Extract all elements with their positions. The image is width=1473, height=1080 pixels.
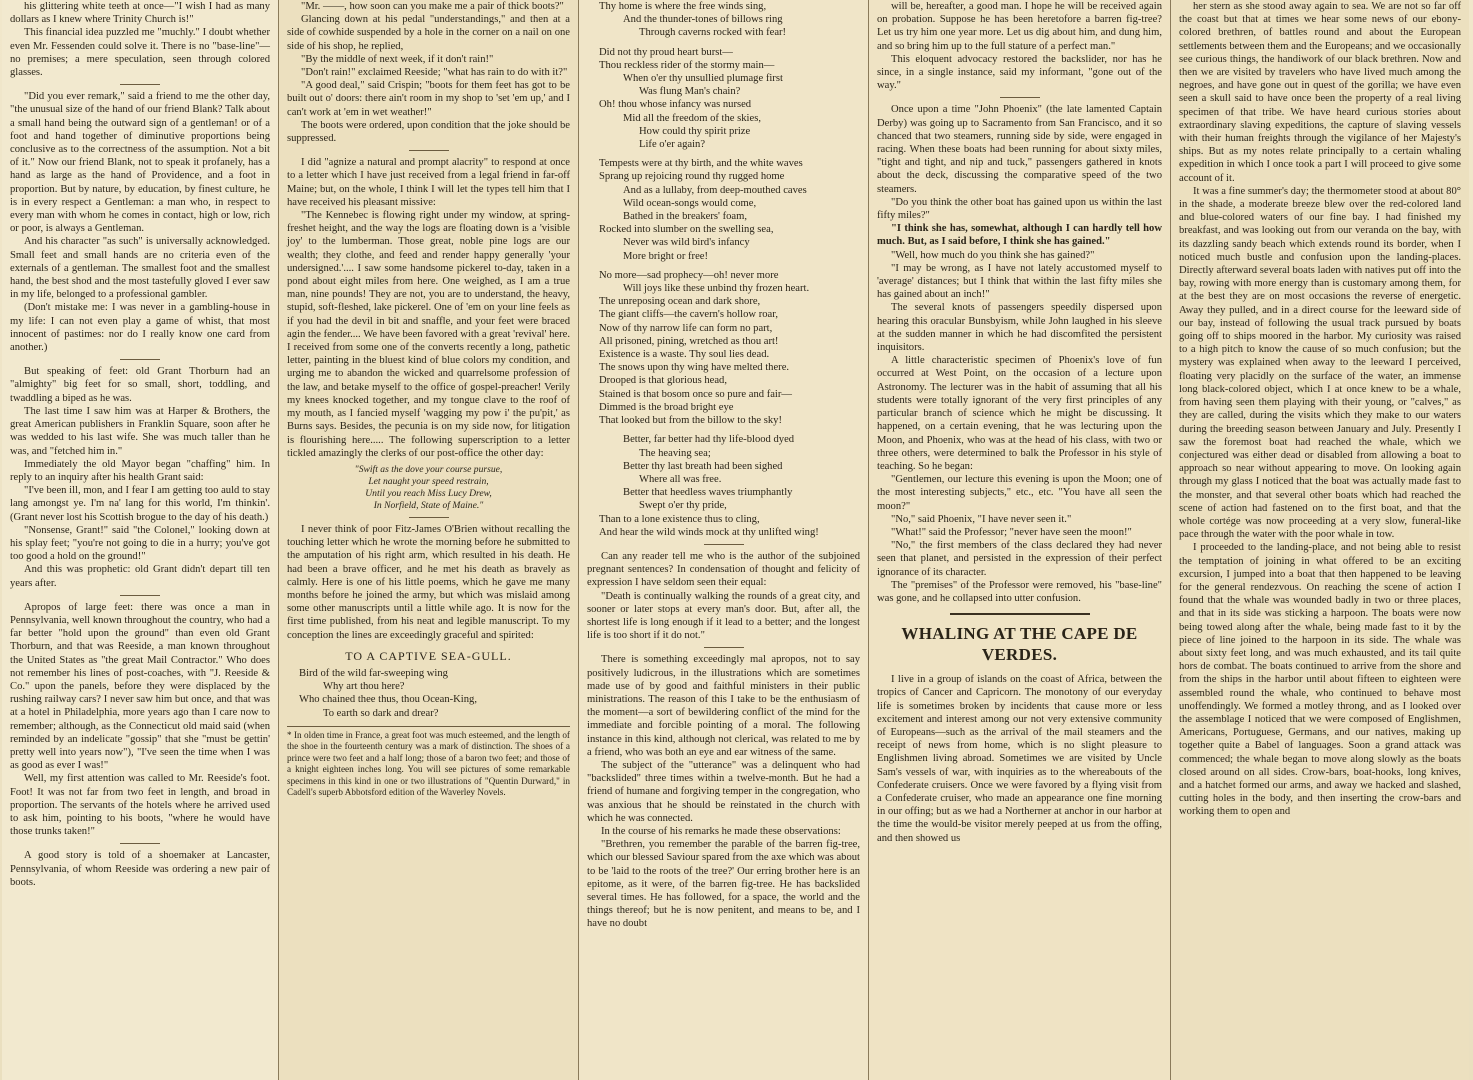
paragraph: Well, my first attention was called to Mr. Reeside's foot. Foot! It was not far from two feet in length, and broad in proportion. The servants of the hotels where he arrived used to ask him, pointing to his boots, "where he would have those trunks taken!" (10, 773, 270, 838)
poem-continued (587, 0, 860, 539)
poem-line: Dimmed is the broad bright eye (599, 401, 734, 413)
paragraph: "No," the first members of the class declared they had never seen that planet, and persisted in the expression of their perfect ignorance of its character. (877, 540, 1162, 578)
poem-line: Wild ocean-songs would come, (623, 197, 757, 209)
paragraph: The "premises" of the Professor were removed, his "base-line" was gone, and he collapsed into utter confusion. (877, 579, 1162, 604)
paragraph: There is something exceedingly mal apropos, not to say positively ludicrous, in the illustrations which are sometimes made use of by good and faithful ministers in their public ministrations. The reason of this I take to be the enthusiasm of the moment—a sort of bewildering conflict of the mind for the immediate and forcible pointing of a moral. The following instance in this kind, although not clerical, was related to me by a friend, who was both an eye and ear witness of the same. (587, 654, 860, 758)
poem-line: Better that heedless waves triumphantly (623, 487, 793, 499)
paragraph: "Do you think the other boat has gained upon us within the last fifty miles?" (877, 196, 1162, 222)
column-4 (868, 0, 1170, 1080)
section-divider (1000, 97, 1040, 98)
paragraph: In the course of his remarks he made these observations: (601, 825, 841, 837)
section-divider (120, 595, 160, 596)
poem-line: No more—sad prophecy—oh! never more (599, 269, 779, 281)
poem-line: The giant cliffs—the cavern's hollow roar, (599, 309, 778, 321)
paragraph: "By the middle of next week, if it don't rain!" (301, 53, 494, 65)
section-divider (120, 359, 160, 360)
paragraph: "Gentlemen, our lecture this evening is upon the Moon; one of the most interesting subjects," etc., etc. "You have all seen the moon?" (877, 474, 1162, 512)
poem-line: And as a lullaby, from deep-mouthed caves (623, 184, 807, 196)
paragraph: Can any reader tell me who is the author of the subjoined pregnant sentences? In condensation of thought and felicity of expression I have seldom seen their equal: (587, 550, 860, 589)
poem-line: Better thy last breath had been sighed (623, 460, 783, 472)
paragraph: "I may be wrong, as I have not lately accustomed myself to 'average' distances; but I think that within the last fifty miles she has gained about an inch!" (877, 262, 1162, 301)
poem-line: When o'er thy unsullied plumage first (623, 73, 783, 85)
paragraph: "Don't rain!" exclaimed Reeside; "what has rain to do with it?" (301, 67, 568, 79)
poem-line: Stained is that bosom once so pure and fair— (599, 388, 792, 400)
column-2 (278, 0, 578, 1080)
poem-line: Thou reckless rider of the stormy main— (599, 59, 775, 71)
paragraph: And this was prophetic: old Grant didn't depart till ten years after. (10, 564, 270, 589)
poem-line: Through caverns rocked with fear! (639, 27, 787, 39)
paragraph: Immediately the old Mayor began "chaffing" him. In reply to an inquiry after his health Grant said: (10, 458, 270, 483)
paragraph: This eloquent advocacy restored the backslider, nor has he since, in a single instance, said my informant, "gone out of the way." (877, 53, 1162, 92)
paragraph: A good story is told of a shoemaker at Lancaster, Pennsylvania, of whom Reeside was ordering a new pair of boots. (10, 850, 270, 888)
poem-line: Bird of the wild far-sweeping wing (299, 667, 448, 679)
poem-title: TO A CAPTIVE SEA-GULL. (345, 648, 512, 663)
section-divider (120, 843, 160, 844)
poem-line: Existence is a waste. Thy soul lies dead. (599, 349, 770, 361)
poem-line: The heaving sea; (639, 447, 711, 459)
verse-line: In Norfield, State of Maine." (373, 499, 484, 511)
paragraph: But speaking of feet: old Grant Thorburn had an "almighty" big feet for so small, short, toddling, and twaddling a biped as he was. (10, 366, 270, 404)
paragraph: The several knots of passengers speedily dispersed upon hearing this oracular Bunsbyism, while John laughed in his sleeve at the sudden manner in which he had discomfited the persistent inquisitors. (877, 302, 1162, 354)
article-headline: WHALING AT THE CAPE DE VERDES. (901, 624, 1138, 665)
article-divider (950, 613, 1090, 615)
paragraph: "What!" said the Professor; "never have seen the moon!" (891, 526, 1132, 538)
column-5 (1170, 0, 1469, 1080)
section-divider (120, 84, 160, 85)
verse-line: Let naught your speed restrain, (368, 475, 489, 487)
paragraph: Apropos of large feet: there was once a man in Pennsylvania, well known throughout the country, who had a far better "hold upon the ground" than even old Grant Thorburn, and that was Reeside, a man known throughout the United States as "the great Mail Contractor." Who does not remember his lines of post-coaches, with "J. Reeside & Co." upon the panels, before they were displaced by the rushing railway cars? I never saw him but once, and that was at a hotel in Philadelphia, more years ago than I care now to remember; although, as the Connecticut old maid said (when reminded by an indelicate "gossip" that she "must be gettin' pretty well into years now"), "I've seen the time when I was as good as ever I was!" (10, 601, 270, 772)
verse-line: Until you reach Miss Lucy Drew, (365, 487, 492, 499)
poem-line: Why art thou here? (323, 681, 405, 693)
column-3 (578, 0, 868, 1080)
poem-line: Life o'er again? (639, 139, 706, 151)
poem-line: And the thunder-tones of billows ring (623, 14, 783, 26)
column-1 (2, 0, 278, 1080)
section-divider (409, 150, 449, 151)
paragraph: "Nonsense, Grant!" said "the Colonel," looking down at his splay feet; "you're not going to die in a hurry; you've got too good a hold on the ground!" (10, 524, 270, 563)
poem-line: Rocked into slumber on the swelling sea, (599, 224, 774, 236)
poem-line: Where all was free. (639, 473, 722, 485)
paragraph: I proceeded to the landing-place, and not being able to resist the temptation of joining in what offered to be an exciting excursion, I jumped into a boat that then happened to be leaving for the general rendezvous. On reaching the scene of action I found that the whale was wounded badly in two or three places, and that in its side was sticking a harpoon. The boats were now being towed along after the whale, being made fast to it by the piece of line joined to the harpoon in its side. The whale was about sixty feet long, and was much exhausted, and its tail quite hors de combat. The boats continued to arrive from the shore and from the ships in the harbor until about fifteen to eighteen were assembled round the whale, who continued to behave most unoffendingly. We formed a motley throng, and as I looked over the assemblage I noticed that we were composed of Englishmen, Americans, Portuguese, Germans, and our natives, making up together quite a Babel of languages. Soon a grand attack was commenced; the whale began to move along slowly as the boats closed around on all sides. Crow-bars, boat-hooks, long knives, and a hatchet formed our arms, and away we hacked and slashed, cutting holes in the body, and then inserting the crow-bars and working them to open and (1179, 542, 1461, 818)
paragraph: (Don't mistake me: I was never in a gambling-house in my life: I can not even play a game of whist, that most innocent of pastimes: nor do I really know one card from another.) (10, 302, 270, 354)
paragraph: And his character "as such" is universally acknowledged. Small feet and small hands are no criteria even of the externals of a gentleman. The smallest foot and the smallest hand, the best shod and the most tastefully gloved I ever saw in my life, belonged to a professional gambler. (10, 236, 270, 301)
paragraph: The subject of the "utterance" was a delinquent who had "backslided" three times within a twelve-month. But he had a friend of humane and forgiving temper in the congregation, who was anxious that he should be reinstated in the church with which he was connected. (587, 759, 860, 824)
paragraph: Once upon a time "John Phoenix" (the late lamented Captain Derby) was going up to Sacramento from San Francisco, and it so chanced that two steamers, running side by side, were engaged in racing. When these boats had been running for about sixty miles, "tight and tight, and nip and tuck," passengers gathered in knots about the deck, discussing the comparative speed of the two steamers. (877, 104, 1162, 195)
verse-line: "Swift as the dove your course pursue, (354, 463, 503, 475)
poem-line: Tempests were at thy birth, and the white waves (599, 158, 803, 170)
poem-line: Swept o'er thy pride, (639, 500, 727, 512)
poem-line: Oh! thou whose infancy was nursed (599, 99, 752, 111)
poem-line: To earth so dark and drear? (323, 707, 439, 719)
poem-line: Than to a lone existence thus to cling, (599, 513, 760, 525)
paragraph: will be, hereafter, a good man. I hope he will be received again on probation. Suppose he has been heretofore a barren fig-tree? Let us try him one year more. Let us dig about him, and dung him, and so bring him up to the full stature of a perfect man." (877, 1, 1162, 52)
paragraph: "Mr. ——, how soon can you make me a pair of thick boots?" (301, 1, 564, 12)
paragraph: It was a fine summer's day; the thermometer stood at about 80° in the shade, a moderate breeze blew over the red-colored land and blue-colored waters of our fine bay. I had finished my breakfast, and was looking out from our veranda on the bay, with its dazzling sandy beach which extends round its border, when I noticed much bustle and confusion upon the landing-places. Directly afterward several boats laden with natives put off into the bay, rowing with more energy than is customary among them, for at the best they are on most occasions the reverse of energetic. Away they pulled, and in a direct course for the leeward side of our bay, instead of following the usual track pursued by boats going off to ships moored in the harbor. My curiosity was raised to a high pitch to know the cause of so much confusion; but the mystery was explained when away to the leeward I perceived, floating very placidly on the surface of the water, an immense long black-colored object, which I at once knew to be a whale, from having seen them playing with their young, or "calves," as they are called, during the visits which they make to our waters during the breeding season between January and July. Presently I saw the foremost boat had reached the whale, which we conjectured was either dead or disabled from allowing a boat to approach so near without appearing to move. On looking again through my glass I noticed that the boat was actually made fast to the monster, and that several other boats which had reached the scene of action had fastened on to the first boat, and that the whole cortége was now proceeding at a very slow, funeral-like pace through the water with the poor whale in tow. (1179, 185, 1461, 541)
paragraph: I live in a group of islands on the coast of Africa, between the tropics of Cancer and Capricorn. The monotony of our everyday life is sometimes broken by incidents that cause more or less excitement and interest among our not very extensive community of Europeans—such as the arrival of the mail steamers and the receipt of news from home, which is no slight pleasure to Englishmen living abroad. Sometimes we are visited by Uncle Sam's vessels of war, with inquiries as to the whereabouts of the Confederate cruisers. Once we were favored by a flying visit from a Confederate cruiser, who made an appearance one fine morning in our offing; but as we had a Northerner at anchor in our harbor at the time the would-be visitor merely peeped at us from the offing, and then showed us (877, 674, 1162, 844)
paragraph: "Death is continually walking the rounds of a great city, and sooner or later stops at every man's door. But, after all, the shortest life is long enough if it lead to a better; and the longest life is too short if it do not." (587, 590, 860, 642)
bold-quote: "I think she has, somewhat, although I can hardly tell how much. But, as I said before, I think she has gained." (877, 223, 1162, 248)
paragraph: her stern as she stood away again to sea. We are not so far off the coast but that at times we hear some news of our ebony-colored brethren, of battles round and about the European settlements between them and the Europeans; and we occasionally see curious things, the handiwork of our black brethren. Now and then we are visited by travelers who have lived much among the negroes, and have gone out in quest of the gorilla; we have even seen a skull said to have once been the property of a real living specimen of that tribe. We have heard curious stories about extraordinary slaving expeditions, the capture of slaving vessels with their human freights through the vigilance of her Majesty's ships. But as my notes relate principally to a certain whaling expedition in which I once took a part I will proceed to give some account of it. (1179, 1, 1461, 184)
paragraph: The last time I saw him was at Harper & Brothers, the great American publishers in Franklin Square, soon after he was wedded to his last wife. She was much taller than he was, and "fetched him in." (10, 405, 270, 457)
poem-line: The snows upon thy wing have melted there. (599, 362, 790, 374)
poem-line: Thy home is where the free winds sing, (599, 1, 767, 12)
poem-line: How could thy spirit prize (639, 125, 751, 137)
poem-line: Will joys like these unbind thy frozen heart. (623, 283, 810, 295)
poem-line: Drooped is that glorious head, (599, 375, 727, 387)
poem-line: That looked but from the billow to the sky! (599, 415, 783, 427)
poem-line: The unreposing ocean and dark shore, (599, 296, 761, 308)
poem-line: Now of thy narrow life can form no part, (599, 322, 773, 334)
paragraph: A little characteristic specimen of Phoenix's love of fun occurred at West Point, on the occasion of a lecture upon Astronomy. The lecturer was in the habit of assuming that all his students were totally ignorant of the very first principles of any particular branch of science which he might be discussing. It happened, on a certain evening, that he was lecturing upon the Moon, and Phoenix, who was at the head of his class, with two or three others, were determined to balk the Professor in his style of teaching. So he began: (877, 355, 1162, 472)
poem-line: And hear the wild winds mock at thy unlifted wing! (599, 526, 819, 538)
poem-line: Did not thy proud heart burst— (599, 46, 733, 58)
paragraph: his glittering white teeth at once—"I wish I had as many dollars as I knew where Trinity Church is!" (10, 1, 270, 26)
poem (287, 667, 570, 720)
poem-line: Never was wild bird's infancy (623, 237, 750, 249)
poem-line: More bright or free! (623, 250, 709, 262)
paragraph: Glancing down at his pedal "understandings," and then at a side of cowhide suspended by a hole in the corner on a nail on one side of his shop, he replied, (287, 14, 570, 52)
poem-line: All prisoned, pining, wretched as thou art! (599, 335, 779, 347)
paragraph: I did "agnize a natural and prompt alacrity" to respond at once to a letter which I have just received from a legal friend in far-off Maine; but, on the whole, I think I will let the types tell him that I have received his pleasant missive: (287, 157, 570, 208)
paragraph: "The Kennebec is flowing right under my window, at spring-freshet height, and the way the logs are floating down is a 'visible joy' to the lumberman. Those great, noble pine logs are our wealth; they clothe, and feed and render happy generally 'your undersigned.'.... I saw some handsome pickerel to-day, taken in a pond about eight miles from here. One weighed, as I am a true man, nine pounds! They are not, you are to understand, the heavy, stupid, soft-fleshed, lake pickerel. One of 'em on your line feels as if you had the devil in bit and snaffle, and your feet were braced agin the fender.... We have been favored with a great 'revival' here. I received from some one of the converts recently a long, pathetic letter, painting in the bluest kind of blue colors my condition, and urging me to abandon the wicked and quarrelsome profession of the law, and betake myself to the office of gospel-preacher! Verily my knees knocked together, and my tongue clave to the roof of my mouth, as I fancied myself 'wagging my pow i' the pu'pit,' as Burns says. Besides, the pecunia is on my side now, for litigation is flourishing here..... The following superscription to a letter tickled amazingly the clerks of our post-office the other day: (287, 210, 570, 459)
verse (287, 464, 570, 512)
poem-line: Was flung Man's chain? (639, 86, 741, 98)
poem-line: Better, far better had thy life-blood dyed (623, 434, 795, 446)
paragraph: "Brethren, you remember the parable of the barren fig-tree, which our blessed Saviour spared from the axe which was about to be 'laid to the roots of the tree?' Our erring brother here is an epitome, as it were, of the barren fig-tree. He has backslided several times. He has followed, for a space, the world and the things thereof; but he is now penitent, and means to be, and I have no doubt (587, 839, 860, 930)
section-divider (704, 544, 744, 545)
paragraph: "A good deal," said Crispin; "boots for them feet has got to be built out o' doors: there ain't room in my shop to 'set 'em up,' and I can't work at 'em in wet weather!" (287, 80, 570, 118)
poem-line: Mid all the freedom of the skies, (623, 112, 761, 124)
paragraph: "Did you ever remark," said a friend to me the other day, "the unusual size of the hand of our friend Blank? Talk about a small hand being the outward sign of a gentleman! or of a foot and hand together of diminutive proportions being conclusive as to the correctness of the assumption. Not a bit of it." Now our friend Blank, not to speak it profanely, has a hand as large as the hand of Providence, and a foot in proportion. But by nature, by education, by finest culture, he is in every respect a Gentleman: a man who, in respect to every man with whom he comes in contact, high or low, rich or poor, is always a Gentleman. (10, 91, 270, 235)
section-divider (409, 517, 449, 518)
paragraph: "No," said Phoenix, "I have never seen it." (891, 513, 1072, 525)
footnote: * In olden time in France, a great foot was much esteemed, and the length of the shoe in the fourteenth century was a mark of distinction. The shoes of a prince were two feet and a half long; those of a baron two feet; and those of a knight eighteen inches long. You will see pictures of some remarkable specimens in this kind in one or two illustrations of "Quentin Durward," in Cadell's superb Abbotsford edition of the Waverley Novels. (287, 726, 570, 799)
paragraph: This financial idea puzzled me "muchly." I doubt whether even Mr. Fessenden could solve it. There is no "base-line"—no premises; a mere speculation, seen through colored glasses. (10, 27, 270, 79)
poem-line: Bathed in the breakers' foam, (623, 211, 747, 223)
poem-line: Sprang up rejoicing round thy rugged home (599, 171, 785, 183)
paragraph: "I've been ill, mon, and I fear I am getting too auld to stay lang amongst ye. I'm na' lang for this world, I'm thinkin'. (Grant never lost his Scottish brogue to the day of his death.) (10, 485, 270, 523)
section-divider (704, 647, 744, 648)
paragraph: I never think of poor Fitz-James O'Brien without recalling the touching letter which he wrote the morning before he submitted to the amputation of his right arm, which resulted in his death. He had been a brave officer, and he met his death as bravely as calmly. Here is one of his little poems, which he gave me many months before he joined the army, but which was mislaid among some other manuscripts until a little while ago. It is now for the first time published, from his neat and legible manuscript. To my conception the lines are exceedingly graceful and spirited: (287, 523, 570, 641)
poem-line: Who chained thee thus, thou Ocean-King, (299, 694, 477, 706)
paragraph: The boots were ordered, upon condition that the joke should be suppressed. (287, 119, 570, 145)
paragraph: "Well, how much do you think she has gained?" (891, 249, 1095, 261)
